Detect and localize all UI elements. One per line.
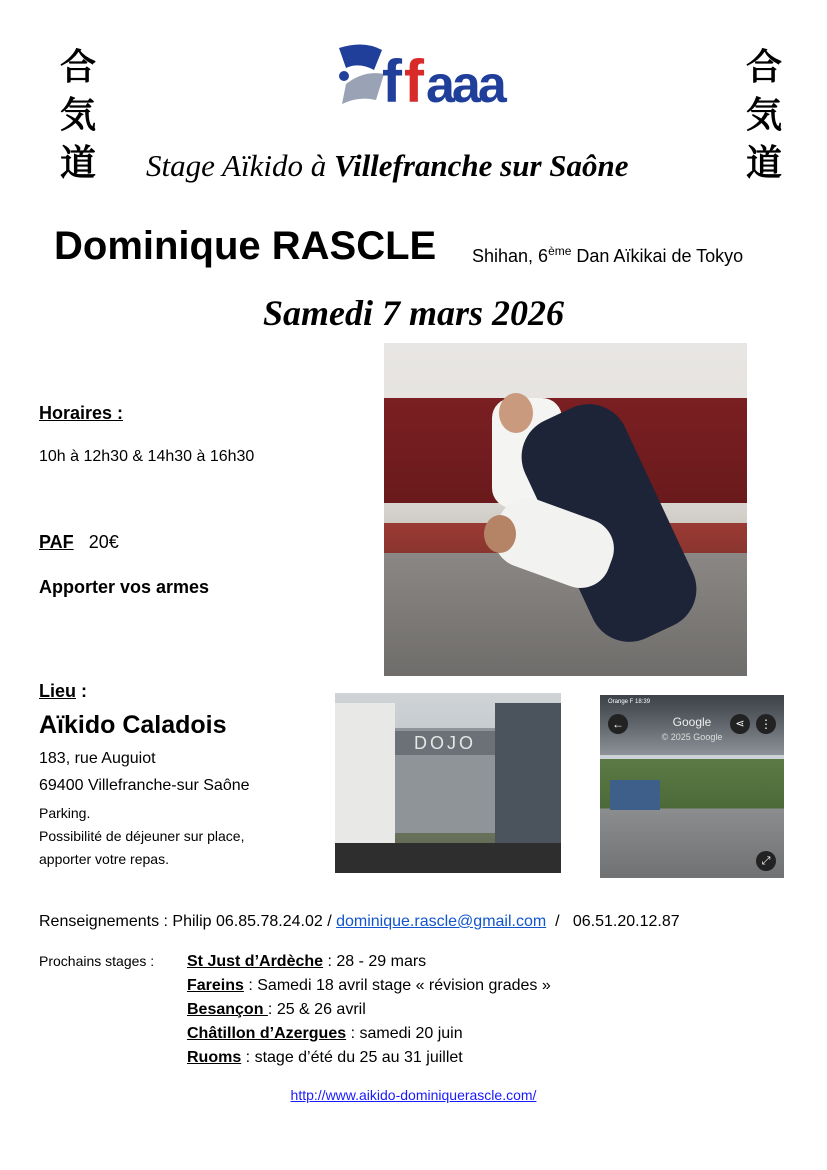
paf-value: 20€ <box>88 532 119 552</box>
sv-time: 18:39 <box>635 699 651 705</box>
kanji-do: 道 <box>59 143 96 184</box>
stage-detail: : stage d’été du 25 au 31 juillet <box>241 1049 463 1066</box>
event-subtitle <box>146 148 629 184</box>
next-stage-item <box>187 1022 551 1046</box>
subtitle-place: Villefranche sur Saône <box>333 148 629 183</box>
svg-text:aaa: aaa <box>426 56 504 106</box>
lunch-note-1: Possibilité de déjeuner sur place, <box>39 828 245 844</box>
stage-place: Besançon <box>187 1001 268 1018</box>
next-stages-label: Prochains stages : <box>39 953 155 969</box>
kanji-ki: 気 <box>59 95 96 136</box>
svg-text:f: f <box>382 48 398 106</box>
cladding <box>495 703 561 843</box>
lieu-colon: : <box>76 681 88 701</box>
website-link[interactable]: http://www.aikido-dominiquerascle.com/ <box>290 1087 537 1103</box>
back-arrow-icon[interactable]: ← <box>608 714 628 734</box>
lieu-label-text: Lieu <box>39 681 77 701</box>
stage-place: Fareins <box>187 977 244 994</box>
subtitle-prefix: Stage Aïkido à <box>146 148 334 183</box>
lieu-label <box>39 681 87 702</box>
club-name: Aïkido Caladois <box>39 711 227 739</box>
horaires-value: 10h à 12h30 & 14h30 à 16h30 <box>39 448 255 465</box>
contact-prefix: Renseignements : Philip 06.85.78.24.02 / <box>39 913 337 930</box>
contact-suffix: / 06.51.20.12.87 <box>546 913 680 930</box>
weapons-note: Apporter vos armes <box>39 577 210 597</box>
sv-copyright: © 2025 Google <box>661 732 723 742</box>
stage-detail: : 28 - 29 mars <box>323 953 427 970</box>
kanji-left <box>56 44 100 188</box>
kanji-ki: 気 <box>745 95 782 136</box>
parking-note: Parking. <box>39 805 91 821</box>
ground <box>335 843 561 873</box>
wall <box>335 703 395 853</box>
street-view-screenshot <box>600 695 784 878</box>
website <box>0 1087 827 1103</box>
svg-text:f: f <box>404 48 420 106</box>
paf-label: PAF <box>39 532 74 552</box>
email-link[interactable]: dominique.rascle@gmail.com <box>336 913 547 930</box>
kanji-do: 道 <box>745 143 782 184</box>
next-stage-item <box>187 998 551 1022</box>
address-street: 183, rue Auguiot <box>39 750 156 767</box>
sv-title: Google <box>672 715 712 729</box>
aikido-throw-photo <box>384 343 747 676</box>
stage-detail: : samedi 20 juin <box>346 1025 463 1042</box>
next-stage-item <box>187 1046 551 1070</box>
kanji-ai: 合 <box>745 47 782 88</box>
title-sup: ème <box>548 244 572 258</box>
stage-detail: : 25 & 26 avril <box>267 1001 366 1018</box>
next-stage-item <box>187 974 551 998</box>
sv-status <box>608 699 650 705</box>
address-city: 69400 Villefranche-sur Saône <box>39 777 250 794</box>
ffaaa-logo <box>334 40 510 106</box>
stage-detail: : Samedi 18 avril stage « révision grades » <box>243 977 551 994</box>
expand-icon[interactable]: ⤢ <box>756 851 776 871</box>
kanji-ai: 合 <box>59 47 96 88</box>
paf <box>39 532 119 553</box>
share-icon[interactable]: ⋖ <box>730 714 750 734</box>
event-date: Samedi 7 mars 2026 <box>262 293 565 333</box>
uke-head <box>484 515 516 553</box>
dojo-building-photo <box>335 693 561 873</box>
teacher-title <box>472 244 743 267</box>
teacher-name: Dominique RASCLE <box>54 224 437 268</box>
dojo-sign: DOJO <box>395 731 495 755</box>
building <box>610 780 660 810</box>
title-prefix: Shihan, 6 <box>472 246 549 266</box>
lunch-note-2: apporter votre repas. <box>39 851 169 867</box>
horaires-label: Horaires : <box>39 403 124 423</box>
title-suffix: Dan Aïkikai de Tokyo <box>571 246 744 266</box>
contact-line <box>39 913 680 931</box>
kanji-right <box>742 44 786 188</box>
more-options-icon[interactable]: ⋮ <box>756 714 776 734</box>
stage-place: St Just d’Ardèche <box>187 953 324 970</box>
next-stages-list <box>187 950 551 1070</box>
tori-head <box>499 393 533 433</box>
stage-place: Ruoms <box>187 1049 242 1066</box>
next-stage-item <box>187 950 551 974</box>
sv-carrier: Orange F <box>608 699 634 705</box>
stage-place: Châtillon d’Azergues <box>187 1025 347 1042</box>
